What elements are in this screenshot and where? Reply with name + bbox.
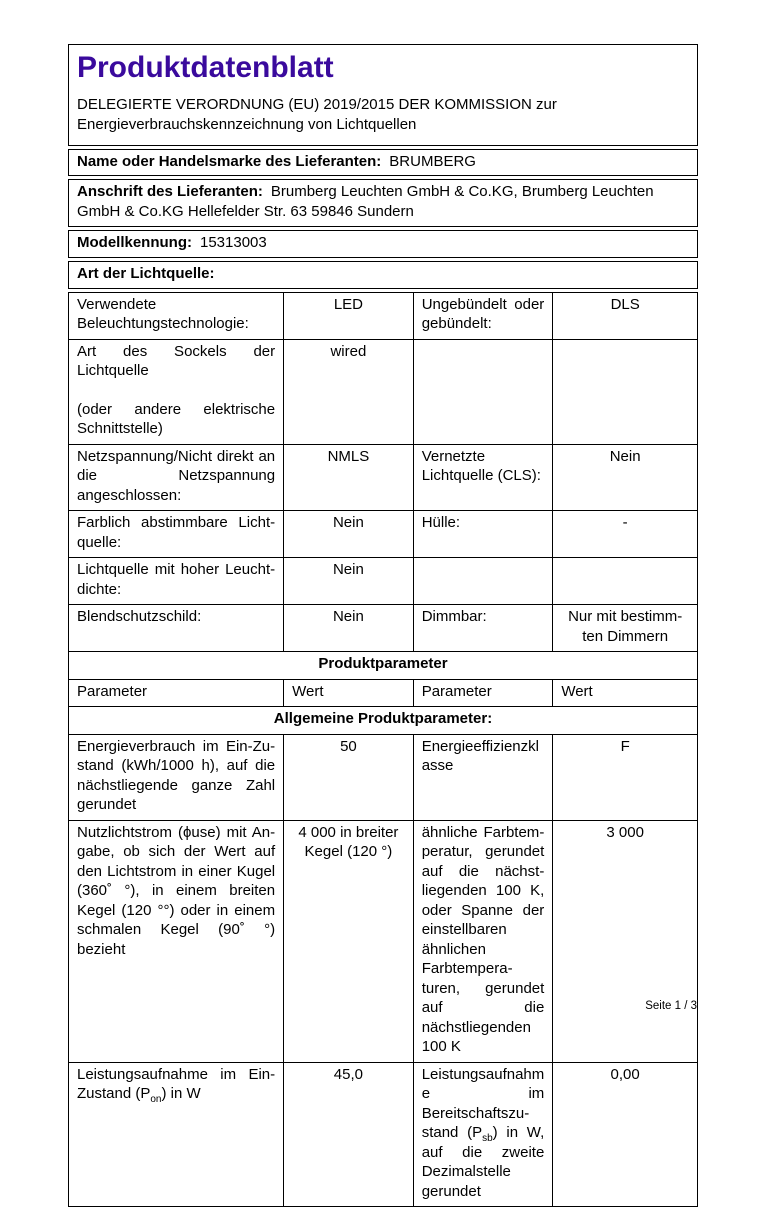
param-cell: Blendschutzschild:: [69, 605, 284, 652]
value-cell: [553, 339, 698, 444]
col-header-parameter: Parameter: [413, 679, 553, 707]
param-cell: Verwendete Beleuchtungstechnologie:: [69, 292, 284, 339]
param-line-1: Art des Sockels der Lichtquelle: [77, 342, 276, 380]
col-header-wert: Wert: [553, 679, 698, 707]
table-row: [69, 339, 698, 444]
param-cell: Energieeffizienzklasse: [413, 734, 553, 820]
param-cell: Hülle:: [413, 511, 553, 558]
table-row: [69, 511, 698, 558]
supplier-address-value: Brumberg Leuchten GmbH & Co.KG, Brumberg Leuchten GmbH & Co.KG Hellefelder Str. 63 59846 Sundern: [77, 183, 654, 221]
col-header-parameter: Parameter: [69, 679, 284, 707]
value-cell: 45,0: [284, 1062, 414, 1207]
param-cell: Nutzlichtstrom (ϕuse) mit Angabe, ob sich der Wert auf den Lichtstrom in einer Kugel (360˚ °), in einem breiten Kegel (120 °°) oder in einem schmalen Kegel (90˚ °) bezieht: [69, 820, 284, 1062]
param-cell: [69, 1062, 284, 1207]
value-cell: F: [553, 734, 698, 820]
param-cell: Lichtquelle mit hoher Leuchtdichte:: [69, 558, 284, 605]
value-cell: LED: [284, 292, 414, 339]
model-id-row: [68, 230, 698, 258]
table-row: [69, 444, 698, 511]
param-cell: ähnliche Farbtemperatur, gerundet auf die nächstliegenden 100 K, oder Spanne der einstellbaren ähnlichen Farbtemperaturen, gerundet auf die nächstliegenden 100 K: [413, 820, 553, 1062]
param-text: ) in W, auf die zweite Dezimalstelle gerundet: [421, 1124, 545, 1200]
table-row: [69, 734, 698, 820]
param-subscript: on: [150, 1094, 162, 1106]
value-cell: Nein: [553, 444, 698, 511]
light-source-heading-row: [68, 261, 698, 289]
supplier-address-row: [68, 179, 698, 227]
param-cell: [69, 339, 284, 444]
supplier-name-row: [68, 149, 698, 177]
param-cell: Ungebündelt oder gebündelt:: [413, 292, 553, 339]
model-id-value: 15313003: [200, 233, 267, 251]
section-header-row: [69, 707, 698, 735]
parameters-table: [68, 292, 698, 1207]
value-cell: wired: [284, 339, 414, 444]
model-id-label: Modellkennung:: [77, 233, 192, 251]
value-cell: Nur mit bestimmten Dimmern: [553, 605, 698, 652]
value-cell: Nein: [284, 605, 414, 652]
param-cell: Energieverbrauch im Ein-Zustand (kWh/1000 h), auf die nächstliegende ganze Zahl gerundet: [69, 734, 284, 820]
value-cell: DLS: [553, 292, 698, 339]
page-number: Seite 1 / 3: [645, 1000, 697, 1012]
table-row: [69, 605, 698, 652]
param-text: Leistungsaufnahme im Bereitschaftszustand (P: [421, 1065, 545, 1142]
supplier-name-label: Name oder Handelsmarke des Lieferanten:: [77, 152, 382, 170]
param-cell: Netzspannung/Nicht direkt an die Netzspannung angeschlossen:: [69, 444, 284, 511]
value-cell: [553, 558, 698, 605]
supplier-address-label: Anschrift des Lieferanten:: [77, 183, 263, 201]
value-cell: Nein: [284, 558, 414, 605]
table-row: [69, 1062, 698, 1207]
param-subscript: sb: [482, 1133, 493, 1145]
value-cell: -: [553, 511, 698, 558]
param-cell: [413, 339, 553, 444]
param-line-2: (oder andere elektrische Schnittstelle): [77, 400, 276, 438]
param-cell: Farblich abstimmbare Lichtquelle:: [69, 511, 284, 558]
product-parameters-heading: Produktparameter: [69, 652, 698, 680]
param-text: Leistungsaufnahme im Ein-Zustand (P: [77, 1065, 276, 1103]
title-block: [68, 44, 698, 146]
param-cell: [413, 558, 553, 605]
regulation-subtitle: DELEGIERTE VERORDNUNG (EU) 2019/2015 DER KOMMISSION zur Energieverbrauchskennzeichnung von Lichtquellen: [77, 96, 557, 133]
column-header-row: [69, 679, 698, 707]
table-row: [69, 292, 698, 339]
page-title: Produktdatenblatt: [77, 51, 334, 84]
table-row: [69, 820, 698, 1062]
light-source-heading: Art der Lichtquelle:: [77, 264, 215, 282]
section-header-row: [69, 652, 698, 680]
value-cell: 50: [284, 734, 414, 820]
general-parameters-heading: Allgemeine Produktparameter:: [69, 707, 698, 735]
supplier-name-value: BRUMBERG: [389, 152, 476, 170]
param-cell: Vernetzte Lichtquelle (CLS):: [413, 444, 553, 511]
value-cell: 4 000 in breiter Kegel (120 °): [284, 820, 414, 1062]
datasheet-page: [68, 44, 698, 1207]
value-cell: Nein: [284, 511, 414, 558]
table-row: [69, 558, 698, 605]
value-cell: 0,00: [553, 1062, 698, 1207]
param-cell: [413, 1062, 553, 1207]
value-cell: 3 000: [553, 820, 698, 1062]
param-cell: Dimmbar:: [413, 605, 553, 652]
param-text: ) in W: [161, 1085, 201, 1103]
col-header-wert: Wert: [284, 679, 414, 707]
value-cell: NMLS: [284, 444, 414, 511]
